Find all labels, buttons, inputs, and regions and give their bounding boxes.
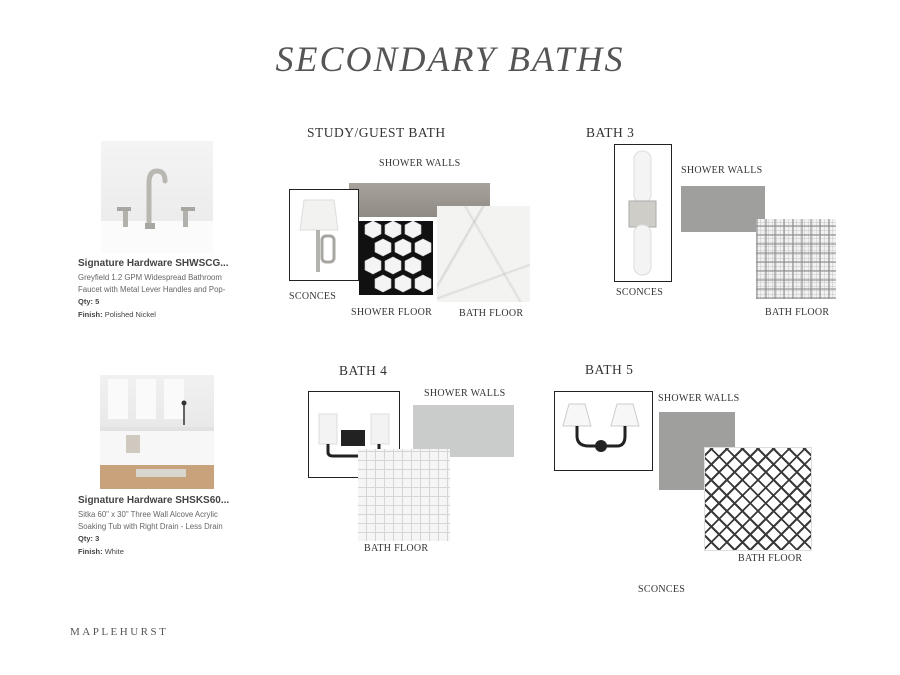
finish-label: Finish: (78, 310, 103, 319)
qty-label: Qty: (78, 297, 93, 306)
product-description: Sitka 60" x 30" Three Wall Alcove Acrylic Soaking Tub with Right Drain - Less Drain (78, 510, 223, 531)
hex-mosaic-swatch (359, 221, 433, 295)
finish-label: Finish: (78, 547, 103, 556)
shower-walls-label: SHOWER WALLS (424, 388, 506, 399)
wall-sconce-double-shade-icon (555, 392, 651, 469)
bath-floor-label: BATH FLOOR (364, 543, 429, 554)
qty-value: 3 (95, 534, 100, 543)
qty-value: 5 (95, 297, 100, 306)
wall-sconce-bar-icon (615, 145, 670, 280)
shower-walls-label: SHOWER WALLS (379, 158, 461, 169)
product-qty (78, 296, 99, 308)
wall-sconce-single-icon (290, 190, 357, 279)
bath-floor-label: BATH FLOOR (765, 307, 830, 318)
product-name: Signature Hardware SHWSCG... (78, 258, 229, 269)
sconce-frame (554, 391, 653, 471)
qty-label: Qty: (78, 534, 93, 543)
sconces-label: SCONCES (616, 287, 664, 298)
section-title-study-guest: STUDY/GUEST BATH (307, 125, 446, 140)
product-finish (78, 546, 124, 558)
plaid-bath-floor-swatch (756, 219, 836, 299)
section-title-bath-4: BATH 4 (339, 363, 388, 378)
product-qty (78, 533, 99, 545)
finish-value: Polished Nickel (104, 310, 156, 319)
finish-value: White (104, 547, 124, 556)
sconce-frame (614, 144, 672, 282)
basketweave-bath-floor-swatch (704, 447, 812, 551)
sconces-label: SCONCES (289, 291, 337, 302)
product-description: Greyfield 1.2 GPM Widespread Bathroom Faucet with Metal Lever Handles and Pop- (78, 273, 226, 294)
basketweave-bath-floor-swatch (358, 449, 450, 541)
marble-bath-floor-swatch (437, 206, 530, 302)
product-finish (78, 309, 156, 321)
brand-logo-text: MAPLEHURST (70, 626, 169, 638)
sconce-frame (289, 189, 359, 281)
shower-floor-label: SHOWER FLOOR (351, 307, 433, 318)
page-title: SECONDARY BATHS (275, 39, 625, 79)
shower-wall-swatch (681, 186, 765, 232)
bath-floor-label: BATH FLOOR (738, 553, 803, 564)
section-title-bath-5: BATH 5 (585, 362, 634, 377)
bath-floor-label: BATH FLOOR (459, 308, 524, 319)
faucet-image (101, 141, 213, 253)
product-name: Signature Hardware SHSKS60... (78, 495, 230, 506)
shower-walls-label: SHOWER WALLS (681, 165, 763, 176)
sconces-label: SCONCES (638, 584, 686, 595)
bathtub-image (100, 375, 214, 489)
shower-walls-label: SHOWER WALLS (658, 393, 740, 404)
section-title-bath-3: BATH 3 (586, 125, 635, 140)
